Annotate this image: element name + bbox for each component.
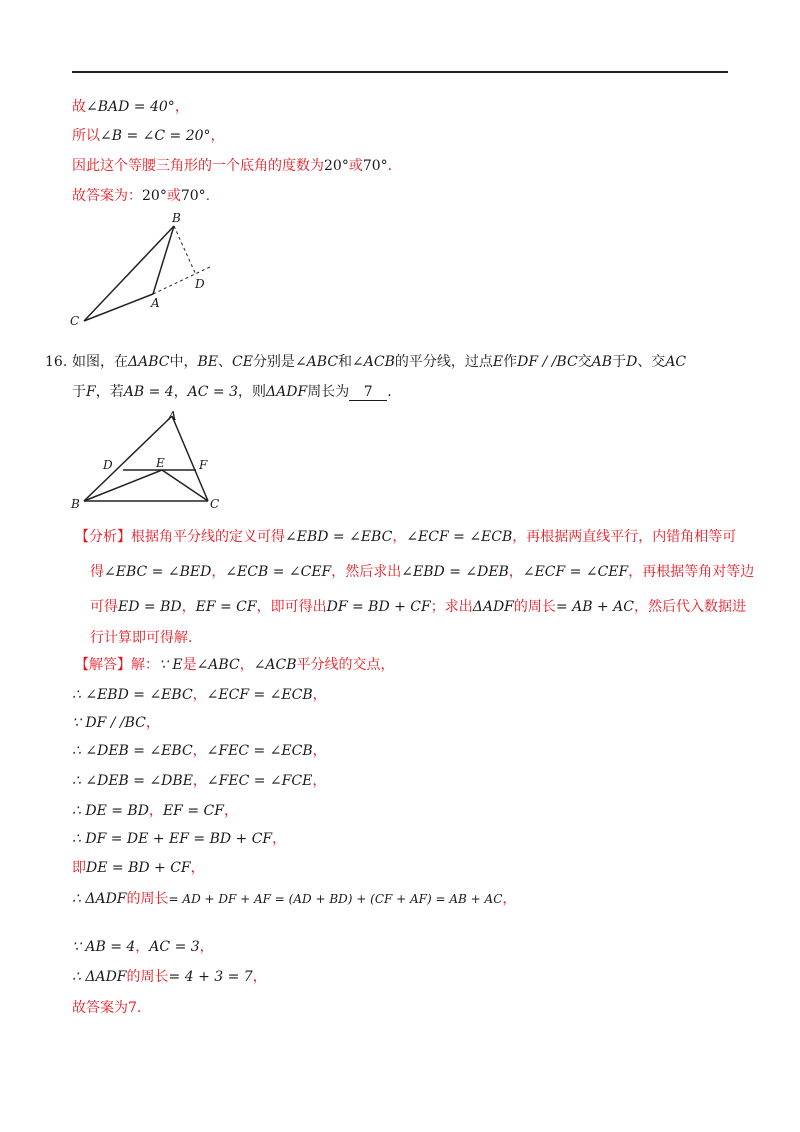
label-f: F: [199, 458, 208, 472]
math: ∠FEC = ∠FCE: [206, 773, 313, 789]
text: 分别是: [252, 354, 295, 370]
label-c: C: [70, 314, 80, 328]
math: ∠ACB: [253, 657, 297, 673]
text: 或: [166, 188, 181, 204]
text: ，: [148, 803, 163, 819]
solution-line-2: [72, 713, 160, 733]
math: ∵ AB = 4: [72, 939, 136, 955]
text: 故答案为7.: [72, 1000, 142, 1016]
math: = AB + AC: [555, 599, 634, 615]
solution-tag: 【解答】: [75, 657, 131, 673]
text: 所以: [72, 128, 100, 144]
math: AC = 3: [187, 384, 239, 400]
text: 即: [72, 860, 86, 876]
text: ，: [181, 599, 196, 615]
math: E: [492, 354, 504, 370]
math: DF / /BC: [517, 354, 578, 370]
text: ，若: [95, 384, 124, 400]
text: ，: [502, 891, 517, 907]
value: 70°: [362, 158, 388, 174]
math: ∠EBD = ∠EBC: [285, 529, 393, 545]
math: EF = CF: [162, 803, 224, 819]
text: ，: [145, 715, 160, 731]
math: AB: [591, 354, 613, 370]
text: 的周长: [126, 969, 169, 985]
math: ∴ ΔADF: [72, 891, 127, 907]
math: CE: [232, 354, 253, 370]
text: 于: [72, 384, 86, 400]
label-c: C: [210, 497, 220, 511]
solution-line-5: [72, 801, 238, 821]
text: 可得: [90, 599, 118, 615]
figure-triangle-1: [62, 208, 222, 333]
solution-line-3: [72, 741, 327, 761]
text: ；求出: [430, 599, 473, 615]
text: 解：: [131, 657, 159, 673]
math: DE = BD + CF: [86, 860, 191, 876]
text: 交: [577, 354, 592, 370]
solution-line-8: [72, 889, 516, 909]
q16-line-1: [72, 352, 686, 372]
math: D: [626, 354, 638, 370]
label-d: D: [195, 277, 205, 291]
math: ∠ECF = ∠ECB: [406, 529, 513, 545]
text: ，: [174, 99, 189, 115]
text: 是: [182, 657, 197, 673]
solution-line-1: [72, 685, 327, 705]
math: ΔADF: [266, 384, 308, 400]
text: ，即可得出: [256, 599, 327, 615]
text: ，再根据两直线平行，内错角相等可: [512, 529, 737, 545]
label-a: A: [151, 296, 160, 310]
math: ∠BAD = 40°: [86, 99, 175, 115]
text: 于: [612, 354, 627, 370]
solution-line-6: [72, 829, 286, 849]
text: 因此这个等腰三角形的一个底角的度数为: [72, 158, 324, 174]
text: 故: [72, 99, 86, 115]
analysis-line-2: [90, 562, 754, 582]
solution-line-9: [72, 937, 214, 957]
text: ，: [312, 773, 327, 789]
text: ，: [252, 969, 267, 985]
text: .: [387, 384, 392, 400]
q16-line-2: [72, 382, 392, 402]
text: .: [205, 188, 211, 204]
math: DF = BD + CF: [326, 599, 431, 615]
label-b: B: [172, 211, 181, 225]
solution-line-4: [72, 771, 326, 791]
value: 70°: [180, 188, 206, 204]
text: ，然后求出: [331, 564, 402, 580]
math: ∴ ∠DEB = ∠EBC: [72, 743, 193, 759]
label-d: D: [103, 458, 113, 472]
math: ∠B = ∠C = 20°: [100, 128, 211, 144]
math: ∠ABC: [294, 354, 339, 370]
math: ∴ DE = BD: [72, 803, 149, 819]
header-rule: [72, 71, 728, 73]
solution-line-0: [75, 655, 395, 675]
text: 如图，在: [72, 354, 128, 370]
text: 得: [90, 564, 104, 580]
math: ∴ ∠DEB = ∠DBE: [72, 773, 193, 789]
text: ，: [223, 803, 238, 819]
text: ，: [312, 743, 327, 759]
math: EF = CF: [195, 599, 257, 615]
math: = 4 + 3 = 7: [168, 969, 253, 985]
math: F: [86, 384, 96, 400]
math: ∵ E: [159, 657, 183, 673]
text: 、: [218, 354, 232, 370]
text: ，: [239, 657, 254, 673]
math: ∠FEC = ∠ECB: [206, 743, 313, 759]
text: ，: [199, 939, 214, 955]
text: 或: [348, 158, 363, 174]
text: ，: [192, 743, 207, 759]
label-b: B: [71, 497, 80, 511]
prev-line-4: [72, 186, 210, 206]
segment-bd: [174, 226, 196, 275]
segment-ca: [84, 294, 153, 321]
math: ∵ DF / /BC: [72, 715, 146, 731]
analysis-line-4: [90, 628, 192, 648]
math: AC = 3: [149, 939, 200, 955]
text: 和: [338, 354, 353, 370]
text: ，: [190, 860, 205, 876]
math: ∴ DF = DE + EF = BD + CF: [72, 831, 273, 847]
math: ∠ABC: [196, 657, 240, 673]
math: ΔADF: [472, 599, 514, 615]
text: 的周长: [513, 599, 556, 615]
math: ∠ECB = ∠CEF: [225, 564, 332, 580]
text: ，: [392, 529, 407, 545]
text: ，然后代入数据进: [633, 599, 746, 615]
text: ，: [210, 128, 225, 144]
text: 周长为: [307, 384, 350, 400]
prev-line-2: [72, 126, 225, 146]
analysis-tag: 【分析】: [75, 529, 131, 545]
math: BE: [197, 354, 218, 370]
text: ，再根据等角对等边: [628, 564, 755, 580]
math: ∠EBC = ∠BED: [104, 564, 212, 580]
text: ，: [312, 687, 327, 703]
prev-line-1: [72, 97, 189, 117]
math: ∴ ∠EBD = ∠EBC: [72, 687, 193, 703]
math: AC: [665, 354, 687, 370]
text: ，: [211, 564, 226, 580]
math: = AD + DF + AF = (AD + BD) + (CF + AF) = AB + AC: [168, 892, 503, 906]
value: 20°: [142, 188, 167, 204]
answer-blank: 7: [349, 384, 387, 401]
value: 20°: [324, 158, 349, 174]
solution-line-7: [72, 858, 205, 878]
solution-line-11: [72, 998, 141, 1018]
text: ，: [272, 831, 287, 847]
math: ∠EBD = ∠DEB: [401, 564, 509, 580]
analysis-line-3: [90, 597, 746, 617]
label-a: A: [168, 409, 177, 423]
math: ∠ECF = ∠CEF: [522, 564, 629, 580]
segment-be: [84, 470, 162, 501]
text: ，: [192, 773, 207, 789]
text: ，: [508, 564, 523, 580]
text: 行计算即可得解.: [90, 630, 193, 646]
question-number: 16.: [45, 354, 68, 370]
text: 、交: [637, 354, 666, 370]
label-e: E: [156, 456, 165, 470]
text: 根据角平分线的定义可得: [131, 529, 285, 545]
text: ，: [192, 687, 207, 703]
text: 平分线的交点，: [296, 657, 395, 673]
text: ，: [135, 939, 150, 955]
math: ∴ ΔADF: [72, 969, 127, 985]
math: ∠ECF = ∠ECB: [206, 687, 313, 703]
text: 中，: [169, 354, 198, 370]
text: 故答案为：: [72, 188, 142, 204]
segment-cb: [84, 226, 174, 321]
figure-triangle-2: [66, 408, 232, 514]
analysis-line-1: [75, 527, 736, 547]
math: ∠ACB: [352, 354, 395, 370]
text: 的平分线，过点: [394, 354, 493, 370]
text: ，则: [238, 384, 267, 400]
math: ΔABC: [128, 354, 170, 370]
math: ED = BD: [118, 599, 182, 615]
text: 的周长: [126, 891, 169, 907]
text: .: [387, 158, 393, 174]
text: 作: [503, 354, 518, 370]
prev-line-3: [72, 156, 392, 176]
math: AB = 4: [123, 384, 174, 400]
solution-line-10: [72, 967, 267, 987]
text: ，: [173, 384, 188, 400]
